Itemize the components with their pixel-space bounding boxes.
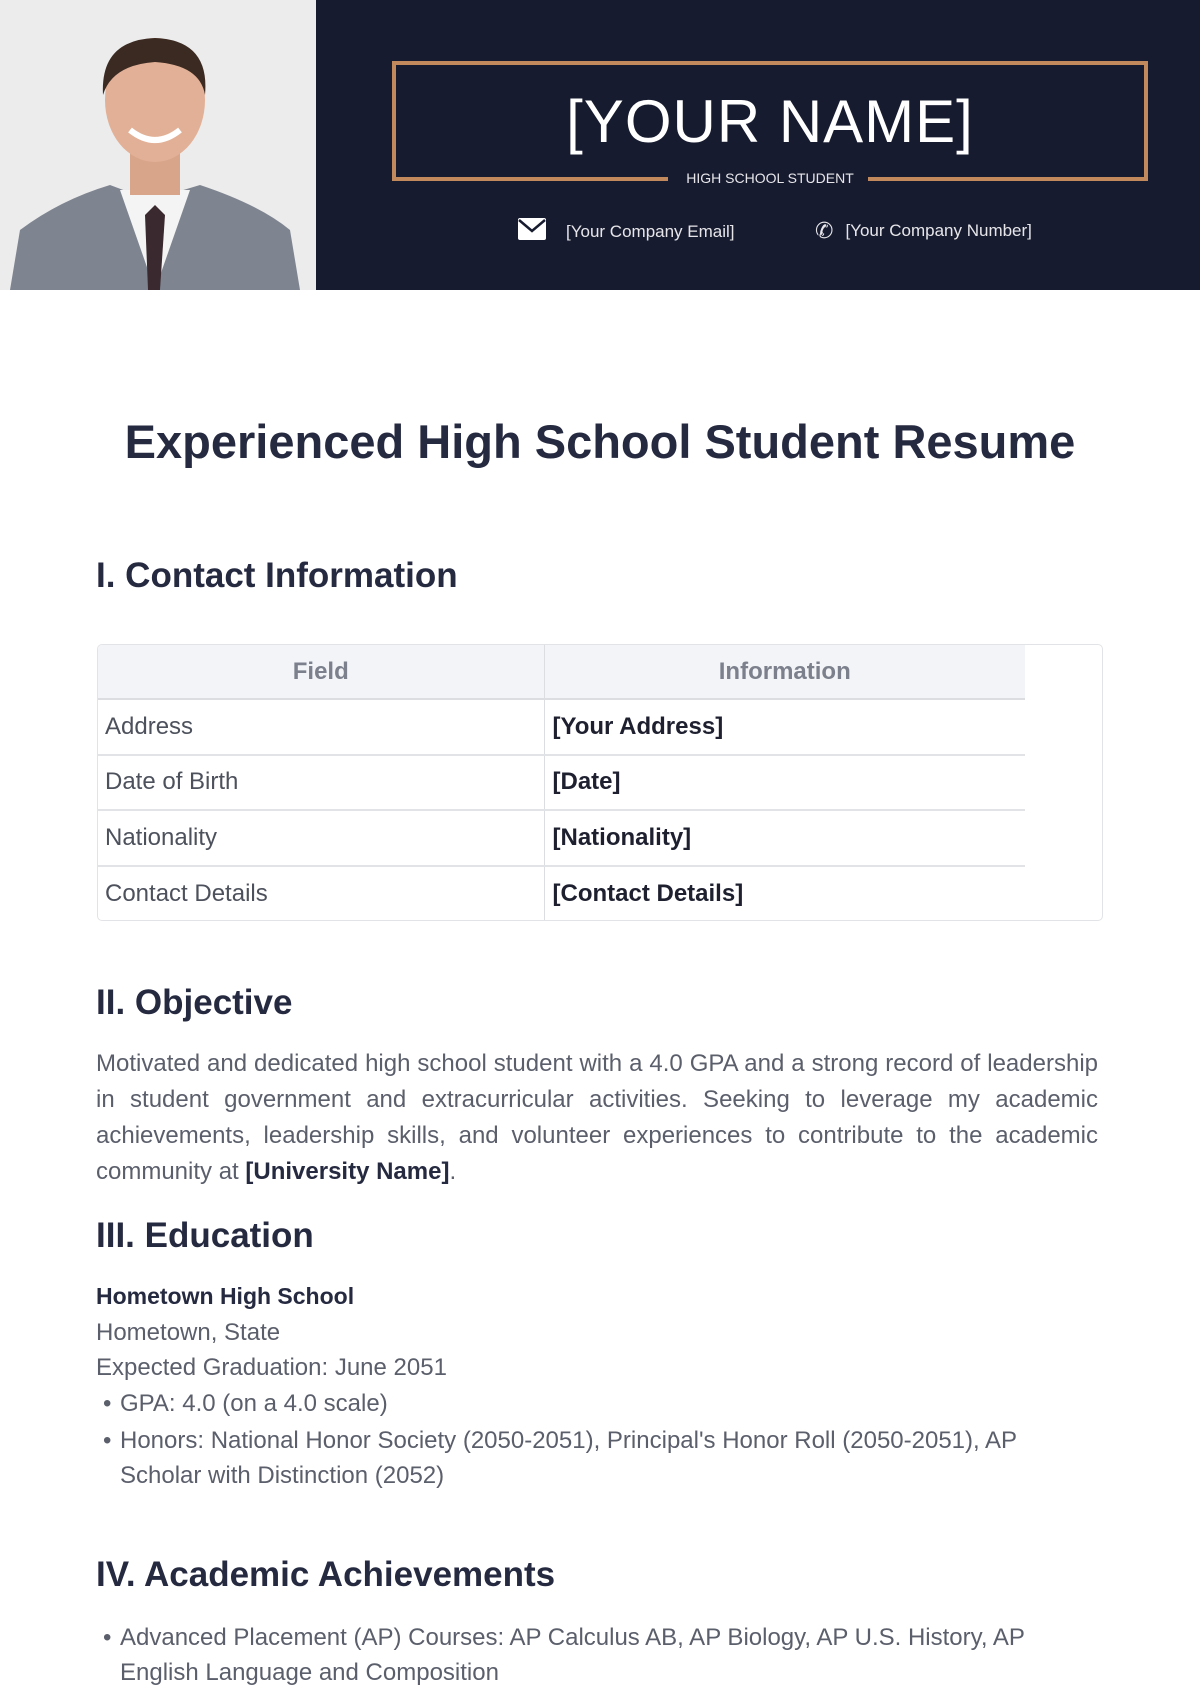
field-cell: Nationality xyxy=(98,810,544,866)
resume-header xyxy=(0,0,1200,290)
column-header: Information xyxy=(544,645,1025,699)
info-cell: [Contact Details] xyxy=(552,879,744,907)
name-frame xyxy=(392,61,1148,181)
table-row xyxy=(98,755,1025,811)
graduation-date: Expected Graduation: June 2051 xyxy=(96,1354,447,1381)
column-header: Field xyxy=(98,645,544,699)
contact-table xyxy=(97,644,1103,921)
objective-end: . xyxy=(449,1158,457,1185)
phone-contact xyxy=(815,218,1032,244)
table-row xyxy=(98,810,1025,866)
field-cell: Contact Details xyxy=(98,866,544,922)
education-heading: III. Education xyxy=(96,1216,314,1255)
page-title: Experienced High School Student Resume xyxy=(124,415,1076,468)
university-name: [University Name] xyxy=(245,1158,450,1185)
table-row xyxy=(98,866,1025,922)
table-row xyxy=(98,699,1025,755)
objective-text xyxy=(96,1046,1098,1190)
info-cell: [Your Address] xyxy=(544,699,1025,755)
objective-heading: II. Objective xyxy=(96,983,293,1022)
role-label xyxy=(392,170,1148,186)
phone-text: [Your Company Number] xyxy=(845,221,1032,240)
info-cell: [Date] xyxy=(544,755,1025,811)
email-text: [Your Company Email] xyxy=(566,221,735,241)
email-icon xyxy=(518,218,546,245)
field-cell: Date of Birth xyxy=(98,755,544,811)
achievement-bullet: • Advanced Placement (AP) Courses: AP Calculus AB, AP Biology, AP U.S. History, AP English Language and Composition xyxy=(103,1620,1093,1690)
role-text: HIGH SCHOOL STUDENT xyxy=(678,170,862,186)
education-bullet: • Honors: National Honor Society (2050-2051), Principal's Honor Roll (2050-2051), AP Scholar with Distinction (2052) xyxy=(103,1423,1093,1493)
school-location: Hometown, State xyxy=(96,1319,281,1346)
school-name: Hometown High School xyxy=(96,1283,355,1309)
info-cell: [Nationality] xyxy=(544,810,1025,866)
education-bullet: • GPA: 4.0 (on a 4.0 scale) xyxy=(103,1386,1093,1421)
table-header xyxy=(98,645,1025,699)
field-cell: Address xyxy=(98,699,544,755)
profile-photo xyxy=(0,0,316,290)
phone-icon: ✆ xyxy=(815,218,834,243)
candidate-name: [YOUR NAME] xyxy=(566,88,974,155)
achievements-heading: IV. Academic Achievements xyxy=(96,1555,556,1594)
contact-heading: I. Contact Information xyxy=(96,556,458,595)
email-contact xyxy=(518,218,735,245)
objective-body: Motivated and dedicated high school student with a 4.0 GPA and a strong record of leadership in student government and extracurricular activities. Seeking to leverage my academic achievements, leadership skills, and volunteer experiences to contribute to the academic community at xyxy=(96,1050,1098,1185)
